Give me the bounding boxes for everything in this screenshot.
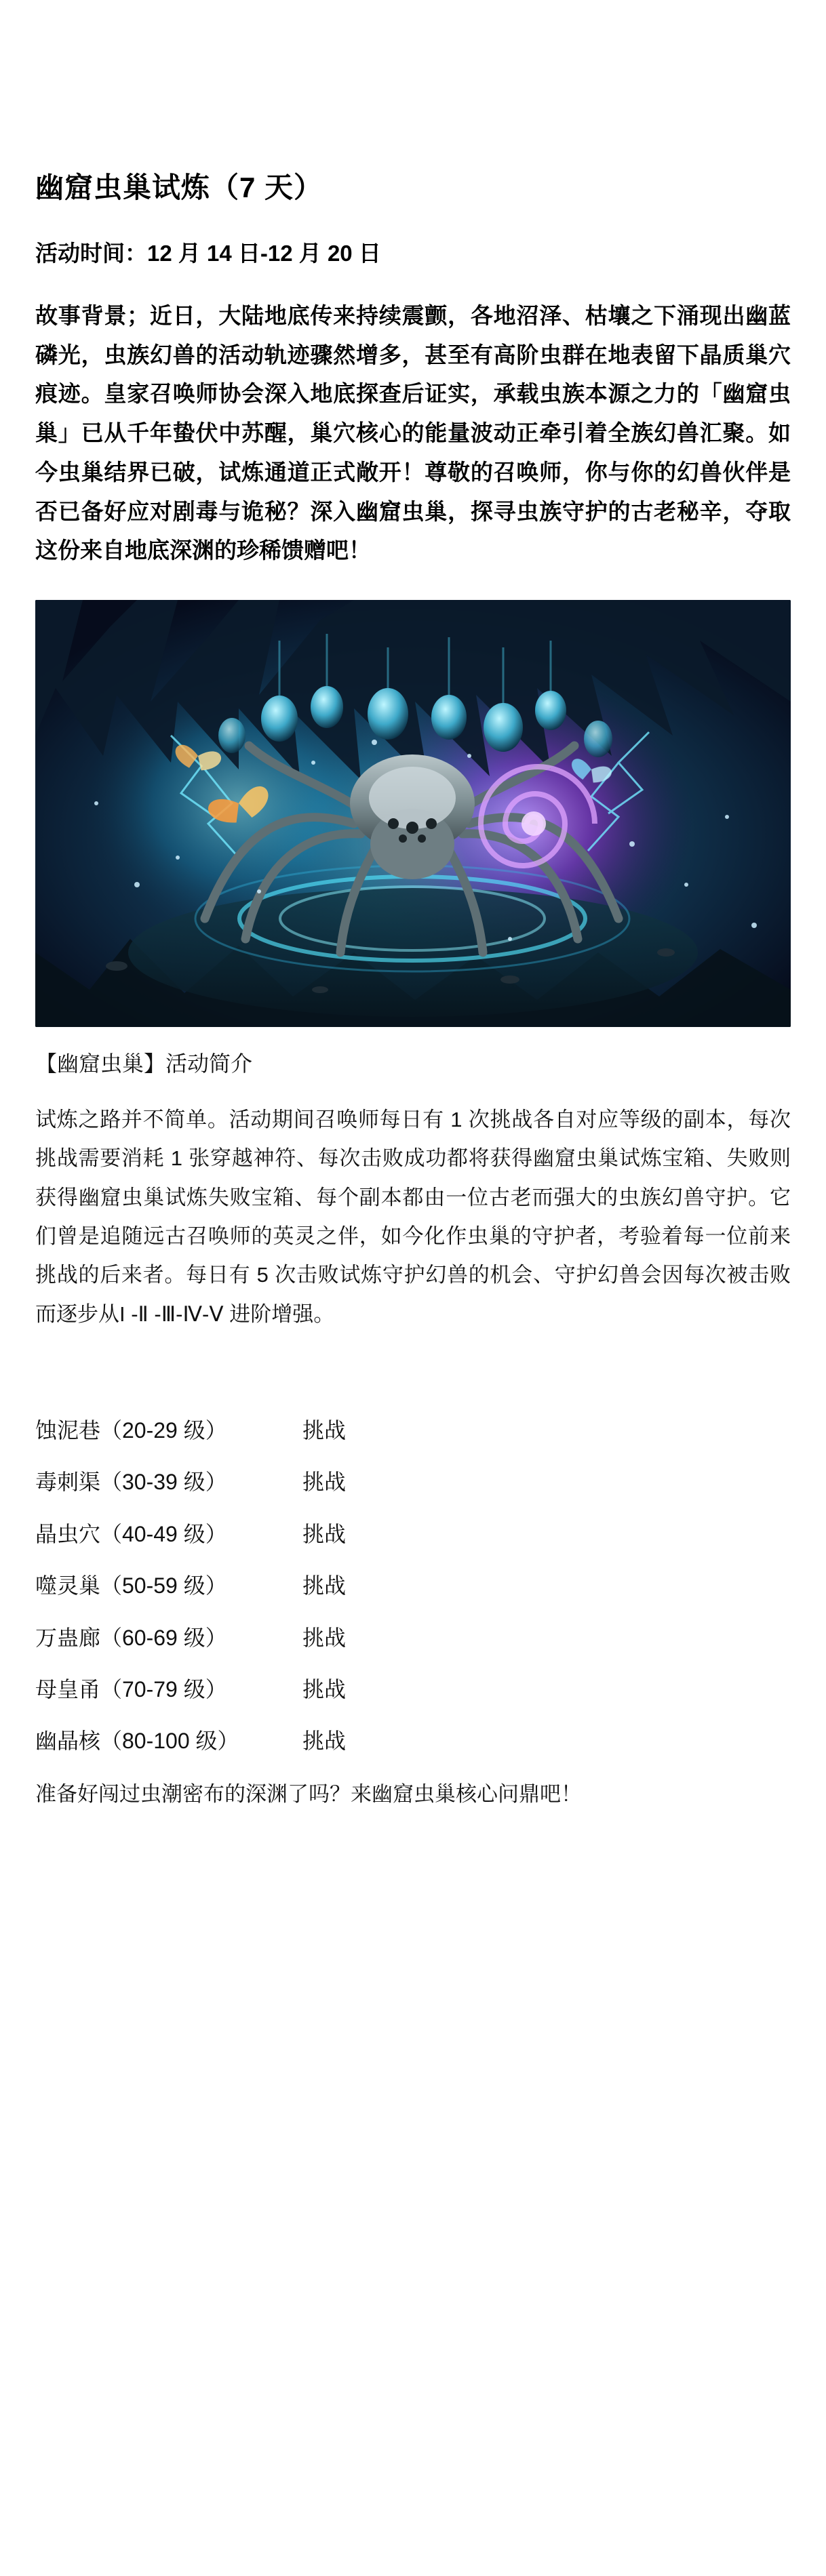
page-title: 幽窟虫巢试炼（7 天） (35, 172, 323, 203)
challenge-link[interactable]: 挑战 (302, 1677, 347, 1702)
event-time-value: 12 月 14 日-12 月 20 日 (147, 240, 381, 266)
dungeon-name: 母皇甬（70-79 级） (35, 1677, 227, 1702)
list-item (35, 1415, 791, 1446)
challenge-link[interactable]: 挑战 (302, 1521, 347, 1546)
story-label: 故事背景； (35, 302, 150, 328)
hero-illustration-art (35, 600, 791, 1027)
dungeon-list (35, 1415, 791, 1757)
dungeon-name: 幽晶核（80-100 级） (35, 1729, 239, 1754)
list-item (35, 1622, 791, 1653)
event-time-line (35, 238, 791, 269)
dungeon-name: 晶虫穴（40-49 级） (35, 1521, 227, 1546)
dungeon-name: 万蛊廊（60-69 级） (35, 1625, 227, 1650)
list-item (35, 1570, 791, 1601)
intro-paragraph: 试炼之路并不简单。活动期间召唤师每日有 1 次挑战各自对应等级的副本，每次挑战需要消耗 1 张穿越神符、每次击败成功都将获得幽窟虫巢试炼宝箱、失败则获得幽窟虫巢试炼失败宝箱、每个副本都由一位古老而强大的虫族幻兽守护。它们曾是追随远古召唤师的英灵之伴，如今化作虫巢的守护者，考验着每一位前来挑战的后来者。每日有 5 次击败试炼守护幻兽的机会、守护幻兽会因每次被击败而逐步从I -Ⅱ -Ⅲ-Ⅳ-Ⅴ 进阶增强。 (35, 1108, 791, 1326)
list-item (35, 1466, 791, 1497)
challenge-link[interactable]: 挑战 (302, 1470, 347, 1495)
hero-illustration (35, 600, 791, 1027)
list-item (35, 1725, 791, 1756)
challenge-link[interactable]: 挑战 (302, 1729, 347, 1754)
challenge-link[interactable]: 挑战 (302, 1573, 347, 1598)
dungeon-name: 毒刺渠（30-39 级） (35, 1470, 227, 1495)
list-item (35, 1518, 791, 1550)
story-text: 近日，大陆地底传来持续震颤，各地沼泽、枯壤之下涌现出幽蓝磷光，虫族幻兽的活动轨迹骤然增多，甚至有高阶虫群在地表留下晶质巢穴痕迹。皇家召唤师协会深入地底探查后证实，承载虫族本源之力的「幽窟虫巢」已从千年蛰伏中苏醒，巢穴核心的能量波动正牵引着全族幻兽汇聚。如今虫巢结界已破，试炼通道正式敞开！尊敬的召唤师，你与你的幻兽伙伴是否已备好应对剧毒与诡秘？深入幽窟虫巢，探寻虫族守护的古老秘辛，夺取这份来自地底深渊的珍稀馈赠吧！ (35, 302, 791, 563)
challenge-link[interactable]: 挑战 (302, 1418, 347, 1443)
list-item (35, 1674, 791, 1705)
story-paragraph (35, 296, 791, 570)
dungeon-name: 蚀泥巷（20-29 级） (35, 1418, 227, 1443)
dungeon-name: 噬灵巢（50-59 级） (35, 1573, 227, 1598)
challenge-link[interactable]: 挑战 (302, 1625, 347, 1650)
section-heading: 【幽窟虫巢】活动简介 (35, 1051, 253, 1076)
event-time-label: 活动时间： (35, 240, 147, 266)
closing-paragraph: 准备好闯过虫潮密布的深渊了吗？来幽窟虫巢核心问鼎吧！ (35, 1782, 582, 1806)
